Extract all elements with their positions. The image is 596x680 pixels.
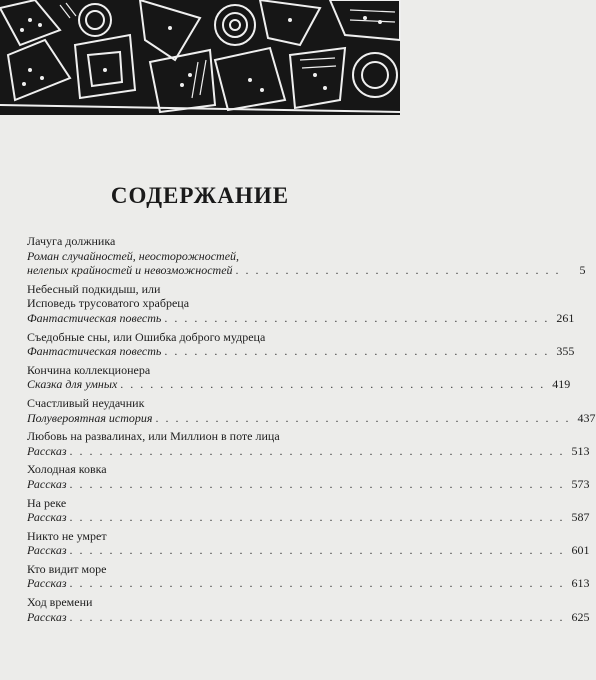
entry-subtitle: Рассказ xyxy=(27,510,67,525)
page-number: 601 xyxy=(571,543,590,558)
table-of-contents xyxy=(27,234,596,624)
entry-title: Никто не умрет xyxy=(27,528,107,543)
toc-entry xyxy=(27,462,590,491)
toc-entry xyxy=(27,561,590,591)
entry-subtitle: Сказка для умных xyxy=(27,377,118,392)
entry-subtitle: Рассказ xyxy=(27,576,67,591)
dot-leader: . . . . . . . . . . . . . . . . . . . . . . . . . . . . . . . . . . . . . . . . . . . xyxy=(120,377,546,392)
entry-subtitle: Роман случайностей, неосторожностей, xyxy=(27,248,240,263)
page-number: 587 xyxy=(571,510,590,525)
page-number: 625 xyxy=(571,609,590,624)
page-number: 613 xyxy=(571,576,590,591)
dot-leader: . . . . . . . . . . . . . . . . . . . . . . . . . . . . . . . . . . . . . . . . . . . . . . . . . . xyxy=(69,510,565,525)
toc-entry xyxy=(27,595,590,624)
toc-entry xyxy=(27,234,586,278)
dot-leader: . . . . . . . . . . . . . . . . . . . . . . . . . . . . . . . . . . . . . . . . . . . . . . . . . . xyxy=(69,443,565,458)
toc-entry xyxy=(27,395,596,425)
dot-leader: . . . . . . . . . . . . . . . . . . . . . . . . . . . . . . . . . xyxy=(235,263,561,278)
page-number: 573 xyxy=(571,476,590,491)
toc-entry xyxy=(27,528,590,558)
page-number: 437 xyxy=(577,410,596,425)
page-number: 513 xyxy=(571,443,590,458)
decorative-ornament-banner xyxy=(0,0,400,115)
entry-title: Небесный подкидыш, или xyxy=(27,281,161,296)
dot-leader: . . . . . . . . . . . . . . . . . . . . . . . . . . . . . . . . . . . . . . . . . . . . . . . . . . xyxy=(69,576,565,591)
page-number: 261 xyxy=(556,310,575,325)
page-title: СОДЕРЖАНИЕ xyxy=(110,183,290,208)
entry-subtitle: Рассказ xyxy=(27,609,67,624)
entry-title: Съедобные сны, или Ошибка доброго мудреца xyxy=(27,329,266,344)
entry-title: На реке xyxy=(27,495,67,510)
toc-entry xyxy=(27,281,575,326)
toc-entry xyxy=(27,429,590,458)
entry-title: Исповедь трусоватого храбреца xyxy=(27,296,190,311)
dot-leader: . . . . . . . . . . . . . . . . . . . . . . . . . . . . . . . . . . . . . . . . . . . . . . . . . . xyxy=(69,476,565,491)
dot-leader: . . . . . . . . . . . . . . . . . . . . . . . . . . . . . . . . . . . . . . . . . . . . . . . . . . xyxy=(69,543,565,558)
entry-title: Ход времени xyxy=(27,595,93,610)
page-number: 355 xyxy=(556,344,575,359)
entry-title: Любовь на развалинах, или Миллион в поте лица xyxy=(27,429,280,444)
entry-subtitle: Полувероятная история xyxy=(27,410,153,425)
dot-leader: . . . . . . . . . . . . . . . . . . . . . . . . . . . . . . . . . . . . . . . xyxy=(164,344,550,359)
entry-subtitle: Рассказ xyxy=(27,476,67,491)
page-number: 419 xyxy=(552,377,571,392)
entry-subtitle: Рассказ xyxy=(27,443,67,458)
dot-leader: . . . . . . . . . . . . . . . . . . . . . . . . . . . . . . . . . . . . . . . xyxy=(164,310,550,325)
dot-leader: . . . . . . . . . . . . . . . . . . . . . . . . . . . . . . . . . . . . . . . . . . xyxy=(155,410,571,425)
toc-entry xyxy=(27,495,590,525)
entry-title: Лачуга должника xyxy=(27,234,116,248)
entry-title: Счастливый неудачник xyxy=(27,395,145,410)
entry-title: Кто видит море xyxy=(27,561,107,576)
entry-title: Кончина коллекционера xyxy=(27,362,151,377)
entry-subtitle: Фантастическая повесть xyxy=(27,344,162,359)
toc-entry xyxy=(27,329,575,359)
page-number: 5 xyxy=(579,263,586,278)
entry-title: Холодная ковка xyxy=(27,462,107,477)
entry-subtitle: нелепых крайностей и невозможностей xyxy=(27,263,233,278)
toc-entry xyxy=(27,362,571,392)
entry-subtitle: Рассказ xyxy=(27,543,67,558)
dot-leader: . . . . . . . . . . . . . . . . . . . . . . . . . . . . . . . . . . . . . . . . . . . . . . . . . . xyxy=(69,609,565,624)
entry-subtitle: Фантастическая повесть xyxy=(27,310,162,325)
